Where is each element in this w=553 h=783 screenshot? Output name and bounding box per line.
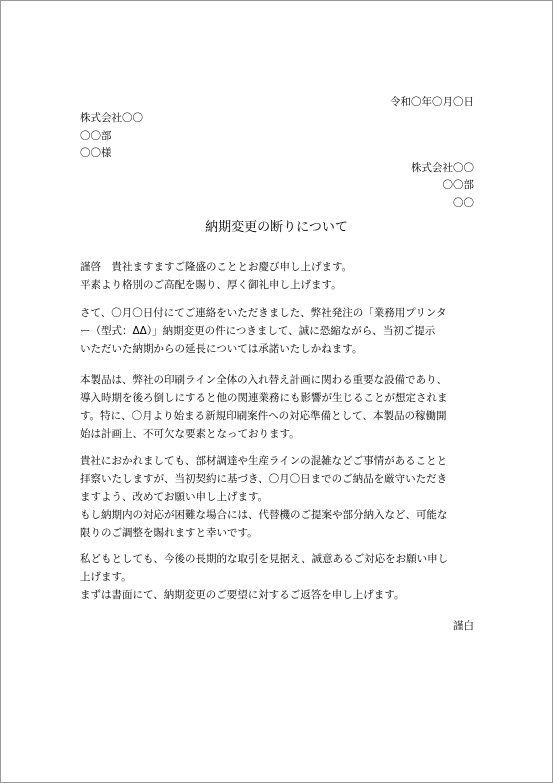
paragraph-line: ますよう、改めてお願い申し上げます。	[80, 491, 269, 503]
paragraph-line: ー（型式：ΔΔ）」納期変更の件につきまして、誠に恐縮ながら、当初ご提示	[80, 325, 436, 337]
greeting-block	[80, 258, 480, 294]
paragraph-line: 貴社におかれましても、部材調達や生産ラインの混雑などご事情があることと	[80, 455, 448, 467]
greeting-line: 平素より格別のご高配を賜り、厚く御礼申し上げます。	[80, 279, 342, 291]
paragraph-3	[80, 452, 480, 542]
paragraph-1	[80, 304, 480, 358]
paragraph-line: もし納期内の対応が困難な場合には、代替機のご提案や部分納入など、可能な	[80, 509, 448, 521]
document-title: 納期変更の断りについて	[205, 220, 348, 235]
recipient-person: 〇〇様	[80, 147, 112, 159]
paragraph-line: さて、〇月〇日付にてご連絡をいただきました、弊社発注の「業務用プリンタ	[80, 307, 447, 319]
paragraph-line: 上げます。	[80, 571, 132, 583]
paragraph-line: 限りのご調整を賜れますと幸いです。	[80, 527, 258, 539]
paragraph-line: いただいた納期からの延長については承諾いたしかねます。	[80, 343, 363, 355]
paragraph-line: 拝察いたしますが、当初契約に基づき、〇月〇日までのご納品を厳守いただき	[80, 473, 448, 485]
paragraph-line: 始は計画上、不可欠な要素となっております。	[80, 428, 300, 440]
paragraph-line: 導入時期を後ろ倒しにすると他の関連業務にも影響が生じることが想定されま	[80, 392, 448, 404]
paragraph-2	[80, 371, 480, 443]
paragraph-4	[80, 550, 480, 604]
document-date: 令和〇年〇月〇日	[390, 96, 474, 108]
paragraph-line: まずは書面にて、納期変更のご要望に対するご返答を申し上げます。	[80, 589, 405, 601]
greeting-line: 謹啓 貴社ますますご隆盛のこととお慶び申し上げます。	[80, 261, 353, 273]
paragraph-line: 本製品は、弊社の印刷ライン全体の入れ替え計画に関わる重要な設備であり、	[80, 374, 448, 386]
sender-department: 〇〇部	[442, 179, 474, 191]
paragraph-line: す。特に、〇月より始まる新規印刷案件への対応準備として、本製品の稼働開	[80, 410, 447, 422]
paragraph-line: 私どもとしても、今後の長期的な取引を見据え、誠意あるご対応をお願い申し	[80, 553, 449, 565]
closing-word: 謹白	[453, 620, 474, 632]
sender-person: 〇〇	[453, 197, 474, 209]
recipient-company: 株式会社〇〇	[80, 112, 143, 124]
recipient-department: 〇〇部	[80, 130, 112, 142]
sender-company: 株式会社〇〇	[411, 162, 474, 174]
